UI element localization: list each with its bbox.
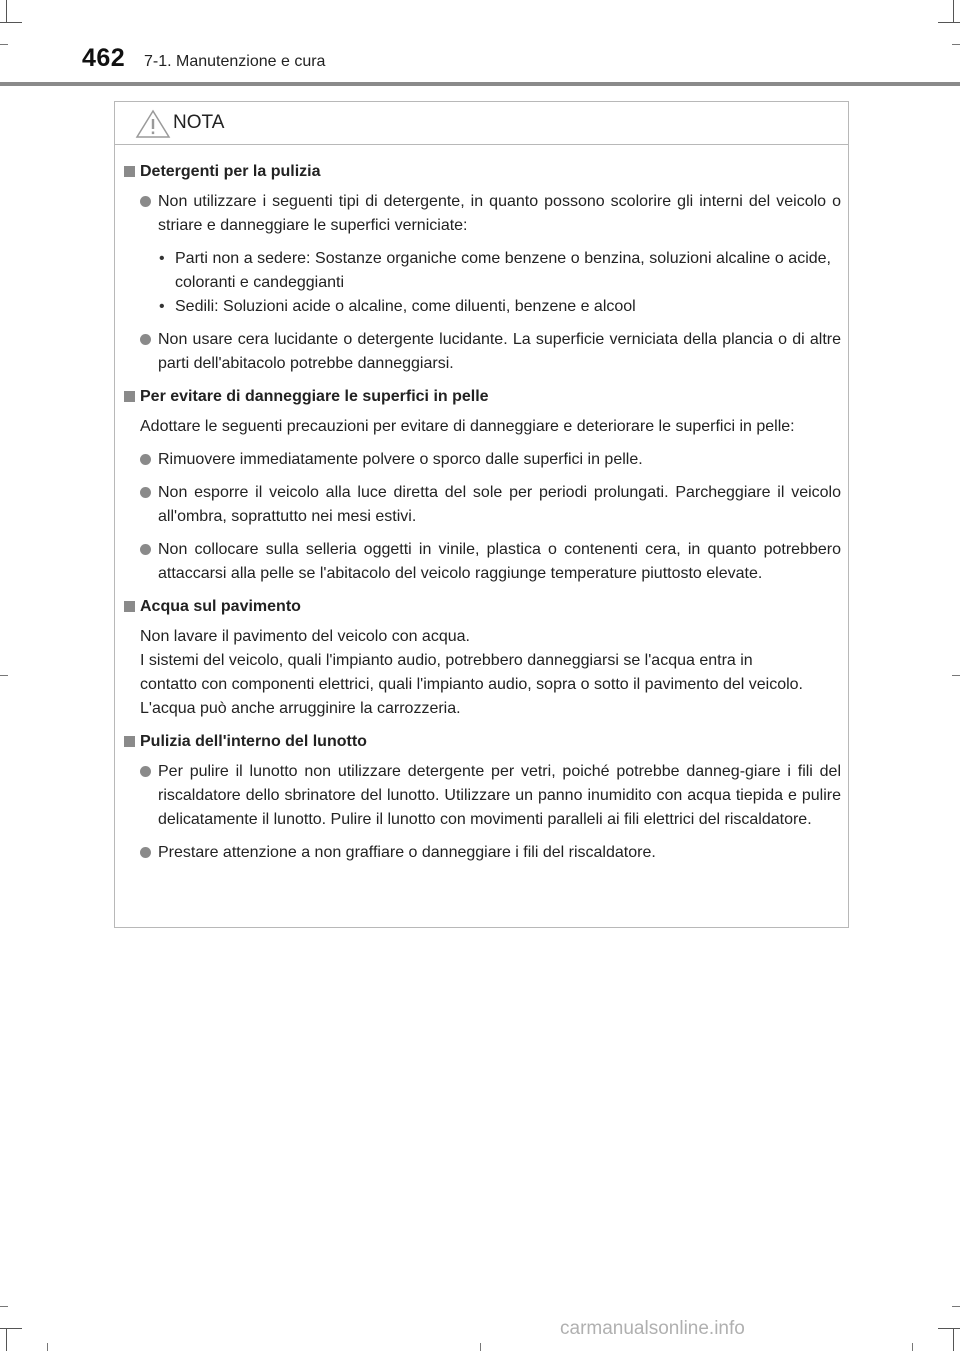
list-item: Non utilizzare i seguenti tipi di detergente, in quanto possono scolorire gli interni del veicolo o striare e danneggiare le superfici verniciate: — [123, 190, 841, 238]
registration-tick — [952, 1306, 960, 1307]
sub-list-item: • Parti non a sedere: Sostanze organiche come benzene o benzina, soluzioni alcaline o acide, coloranti e candeggianti — [123, 247, 841, 295]
note-title: NOTA — [173, 112, 225, 133]
section-title: Pulizia dell'interno del lunotto — [123, 730, 841, 754]
registration-tick — [0, 675, 8, 676]
registration-tick — [47, 1343, 48, 1351]
sub-list-item: • Sedili: Soluzioni acide o alcaline, come diluenti, benzene e alcool — [123, 295, 841, 319]
crop-mark — [0, 1328, 22, 1329]
list-item: Prestare attenzione a non graffiare o danneggiare i fili del riscaldatore. — [123, 841, 841, 865]
small-bullet-icon: • — [159, 298, 165, 315]
section-title: Detergenti per la pulizia — [123, 160, 841, 184]
section-paragraph: Non lavare il pavimento del veicolo con acqua. I sistemi del veicolo, quali l'impianto audio, potrebbero danneggiarsi se l'acqua entra in contatto con componenti elettrici, quali l'impianto audio, sopra o sotto il pavimento del veicolo. L'acqua può anche arrugginire la carrozzeria. — [140, 628, 803, 717]
note-header — [115, 102, 848, 145]
crop-mark — [6, 1329, 7, 1351]
square-bullet-icon — [124, 166, 135, 177]
crop-mark — [0, 22, 22, 23]
registration-tick — [952, 675, 960, 676]
header-rule — [0, 82, 960, 86]
list-item: Non usare cera lucidante o detergente lucidante. La superficie verniciata della plancia o di altre parti dell'abitacolo potrebbe danneggiarsi. — [123, 328, 841, 376]
small-bullet-icon: • — [159, 250, 165, 267]
crop-mark — [938, 22, 960, 23]
circle-bullet-icon — [140, 487, 151, 498]
watermark: carmanualsonline.info — [560, 1318, 745, 1339]
registration-tick — [912, 1343, 913, 1351]
list-item: Non esporre il veicolo alla luce diretta del sole per periodi prolungati. Parcheggiare il veicolo all'ombra, soprattutto nei mesi estivi. — [123, 481, 841, 529]
section-intro: Adottare le seguenti precauzioni per evitare di danneggiare e deteriorare le superfici in pelle: — [140, 418, 795, 435]
square-bullet-icon — [124, 601, 135, 612]
section-title: Acqua sul pavimento — [123, 595, 841, 619]
chapter-title: 7-1. Manutenzione e cura — [144, 53, 326, 70]
section-title: Per evitare di danneggiare le superfici in pelle — [123, 385, 841, 409]
list-item: Rimuovere immediatamente polvere o sporco dalle superfici in pelle. — [123, 448, 841, 472]
square-bullet-icon — [124, 391, 135, 402]
note-box — [114, 101, 849, 928]
circle-bullet-icon — [140, 847, 151, 858]
registration-tick — [480, 1343, 481, 1351]
crop-mark — [6, 0, 7, 22]
crop-mark — [938, 1328, 960, 1329]
warning-triangle-icon — [135, 109, 171, 139]
circle-bullet-icon — [140, 196, 151, 207]
registration-tick — [952, 44, 960, 45]
crop-mark — [953, 1329, 954, 1351]
registration-tick — [0, 1306, 8, 1307]
registration-tick — [0, 44, 8, 45]
crop-mark — [953, 0, 954, 22]
page-number: 462 — [82, 44, 126, 72]
circle-bullet-icon — [140, 766, 151, 777]
circle-bullet-icon — [140, 544, 151, 555]
circle-bullet-icon — [140, 334, 151, 345]
square-bullet-icon — [124, 736, 135, 747]
list-item: Non collocare sulla selleria oggetti in vinile, plastica o contenenti cera, in quanto potrebbero attaccarsi alla pelle se l'abitacolo del veicolo raggiunge temperature piuttosto elevate. — [123, 538, 841, 586]
note-body — [123, 160, 841, 874]
list-item: Per pulire il lunotto non utilizzare detergente per vetri, poiché potrebbe danneg-giare i fili del riscaldatore dello sbrinatore del lunotto. Utilizzare un panno inumidito con acqua tiepida e pulire delicatamente il lunotto. Pulire il lunotto con movimenti paralleli ai fili elettrici del riscaldatore. — [123, 760, 841, 832]
circle-bullet-icon — [140, 454, 151, 465]
